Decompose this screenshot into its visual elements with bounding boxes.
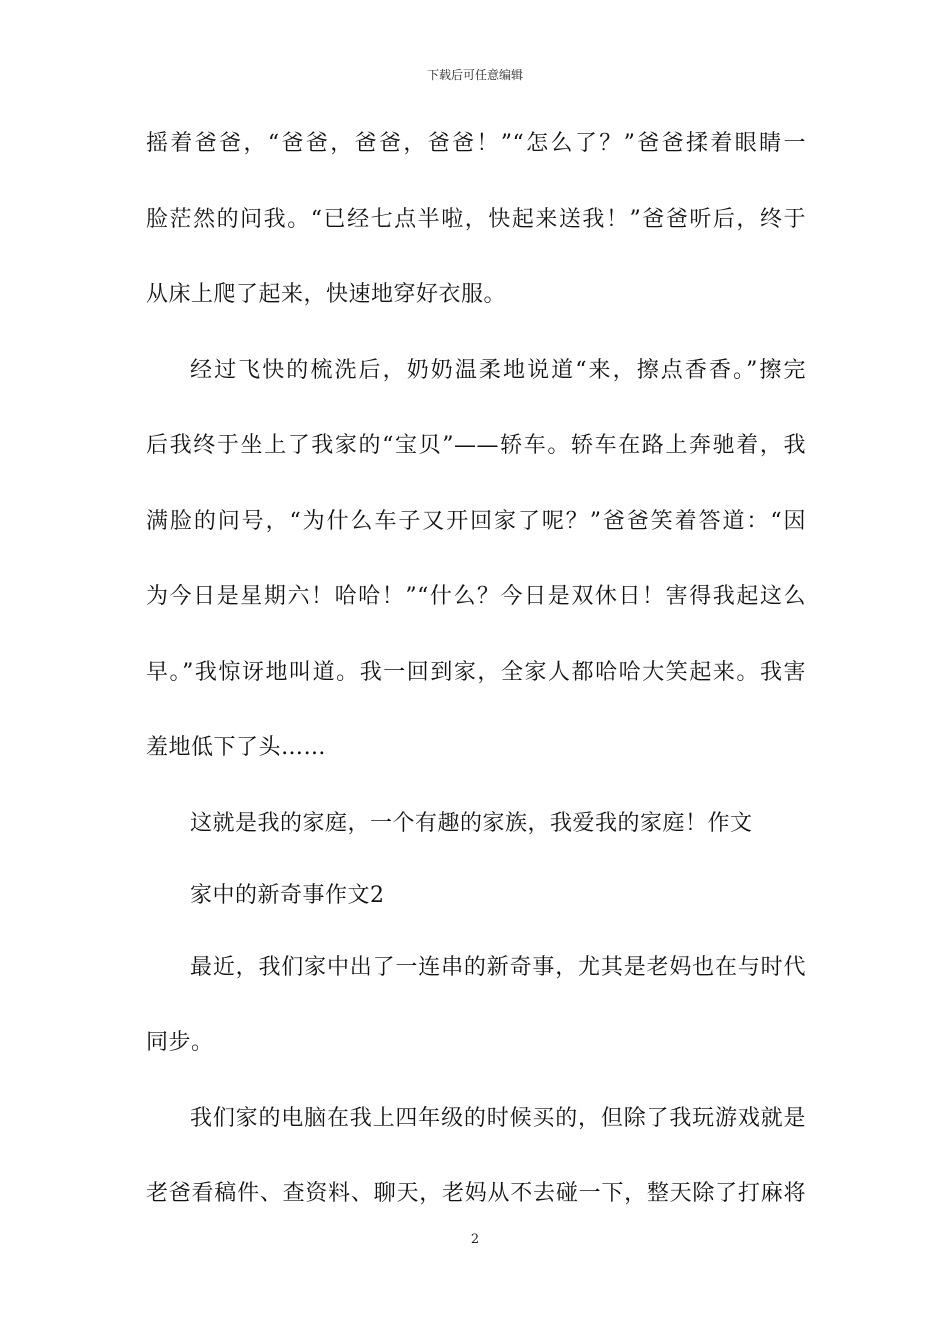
text-line: 早。”我惊讶地叫道。我一回到家，全家人都哈哈大笑起来。我害 (146, 659, 806, 685)
text-line: 为今日是星期六！哈哈！”“什么？今日是双休日！害得我起这么 (146, 584, 806, 609)
text-line: 摇着爸爸，“爸爸，爸爸，爸爸！”“怎么了？”爸爸揉着眼睛一 (146, 131, 806, 156)
text-line: 脸茫然的问我。“已经七点半啦，快起来送我！”爸爸听后，终于 (146, 206, 806, 232)
text-line: 最近，我们家中出了一连串的新奇事，尤其是老妈也在与时代 (190, 954, 806, 980)
text-line: 同步。 (146, 1030, 214, 1055)
text-line: 经过飞快的梳洗后，奶奶温柔地说道“来，擦点香香。”擦完 (190, 357, 806, 383)
page-number: 2 (470, 1232, 480, 1247)
text-line: 后我终于坐上了我家的“宝贝”——轿车。轿车在路上奔驰着，我 (146, 433, 806, 458)
body-text (146, 118, 806, 1244)
section-heading: 家中的新奇事作文2 (190, 882, 385, 908)
text-line: 从床上爬了起来，快速地穿好衣服。 (146, 282, 507, 307)
text-line: 我们家的电脑在我上四年级的时候买的，但除了我玩游戏就是 (190, 1105, 806, 1131)
text-line: 这就是我的家庭，一个有趣的家族，我爱我的家庭！作文 (190, 810, 753, 836)
text-line: 满脸的问号，“为什么车子又开回家了呢？”爸爸笑着答道：“因 (146, 508, 806, 534)
header-note: 下载后可任意编辑 (426, 68, 523, 82)
text-line: 老爸看稿件、查资料、聊天，老妈从不去碰一下，整天除了打麻将 (146, 1181, 806, 1206)
text-line: 羞地低下了头…… (146, 735, 327, 760)
